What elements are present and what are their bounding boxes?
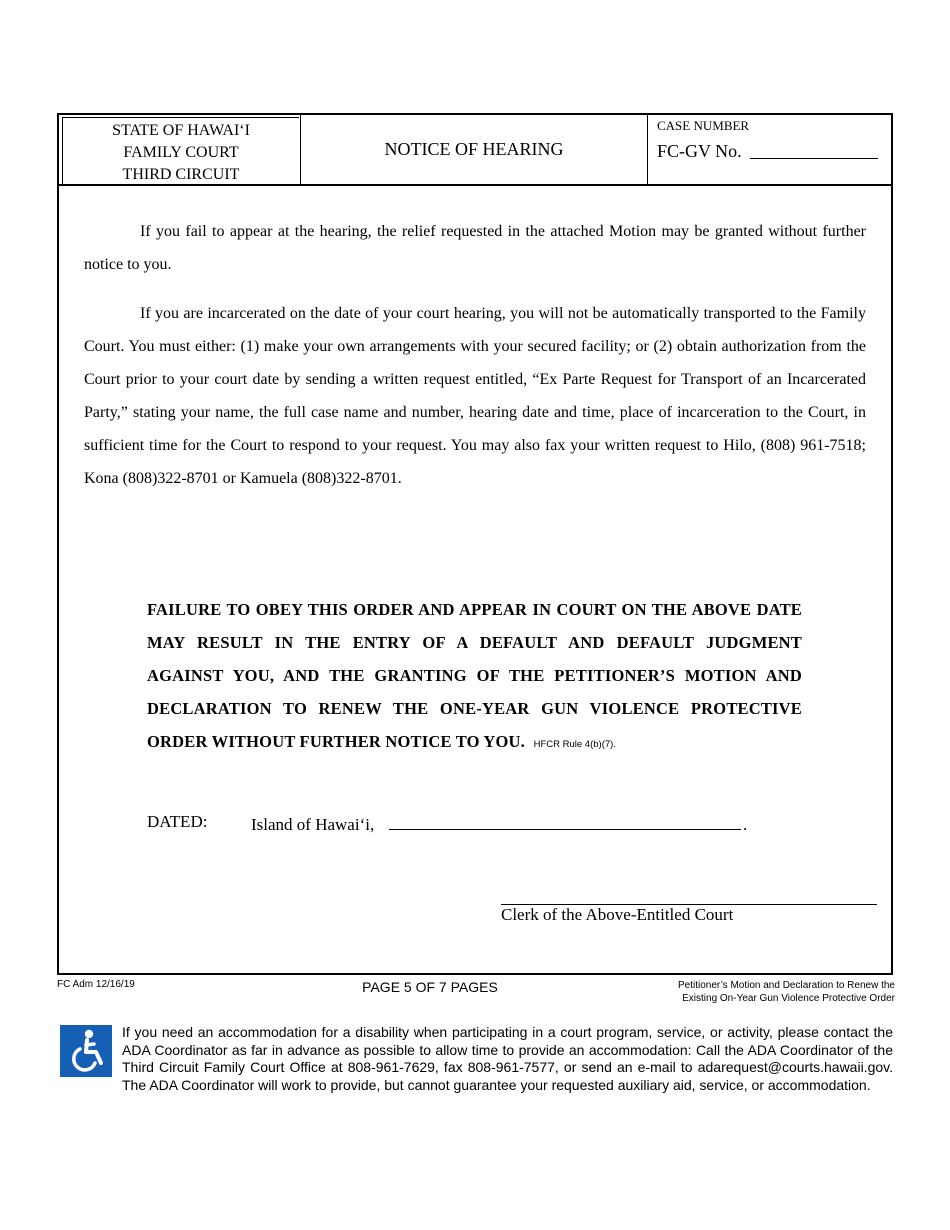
court-state: STATE OF HAWAI‘I: [112, 122, 250, 139]
date-field[interactable]: [389, 829, 741, 830]
failure-to-appear-paragraph: [84, 215, 866, 281]
incarceration-paragraph: [84, 297, 866, 495]
paragraph-text: If you are incarcerated on the date of your court hearing, you will not be automatically transported to the Family Court. You must either: (1) make your own arrangements with your secured facility; or (2) obtain authorization from the Court prior to your court date by sending a written request entitled, “Ex Parte Request for Transport of an Incarcerated Party,” stating your name, the full case name and number, hearing date and time, place of incarceration to the Court, in sufficient time for the Court to respond to your request. You may also fax your written request to Hilo, (808) 961-7518; Kona (808)322-8701 or Kamuela (808)322-8701.: [84, 305, 866, 487]
header-column-divider: [647, 113, 648, 185]
form-id: FC Adm 12/16/19: [57, 979, 135, 990]
paragraph-text: If you fail to appear at the hearing, the relief requested in the attached Motion may be granted without further notice to you.: [84, 223, 866, 273]
court-type: FAMILY COURT: [123, 144, 239, 161]
header-inner-border: [63, 117, 299, 118]
page-number: PAGE 5 OF 7 PAGES: [362, 979, 498, 995]
accessibility-icon: [60, 1025, 112, 1077]
dated-label: DATED:: [147, 812, 208, 831]
case-number-label: CASE NUMBER: [657, 118, 750, 133]
dated-period: .: [743, 815, 748, 834]
signature-label: Clerk of the Above-Entitled Court: [501, 905, 734, 924]
footer-title-line: Existing On-Year Gun Violence Protective Order: [682, 993, 895, 1004]
dated-place: Island of Hawai‘i,: [251, 815, 375, 834]
rule-citation: HFCR Rule 4(b)(7).: [533, 739, 616, 750]
default-warning: [147, 593, 802, 761]
footer-document-title: [600, 979, 895, 1005]
footer-title-line: Petitioner’s Motion and Declaration to Renew the: [678, 980, 895, 991]
warning-text: FAILURE TO OBEY THIS ORDER AND APPEAR IN COURT ON THE ABOVE DATE MAY RESULT IN THE ENTRY OF A DEFAULT AND DEFAULT JUDGMENT AGAINST YOU, AND THE GRANTING OF THE PETITIONER’S MOTION AND DECLARATION TO RENEW THE ONE-YEAR GUN VIOLENCE PROTECTIVE ORDER WITHOUT FURTHER NOTICE TO YOU.: [147, 600, 802, 751]
court-circuit: THIRD CIRCUIT: [122, 166, 240, 183]
ada-notice: If you need an accommodation for a disability when participating in a court program, service, or activity, please contact the ADA Coordinator as far in advance as possible to allow time to provide an accommodation: Call the ADA Coordinator of the Third Circuit Family Court Office at 808-961-7629, fax 808-961-7577, or send an e-mail to adarequest@courts.hawaii.gov. The ADA Coordinator will work to provide, but cannot guarantee your requested auxiliary aid, service, or accommodation.: [122, 1024, 893, 1093]
court-name: [63, 120, 299, 186]
case-number-prefix: FC-GV No.: [657, 141, 742, 161]
document-title: NOTICE OF HEARING: [384, 139, 564, 159]
case-number-field[interactable]: [750, 158, 878, 159]
